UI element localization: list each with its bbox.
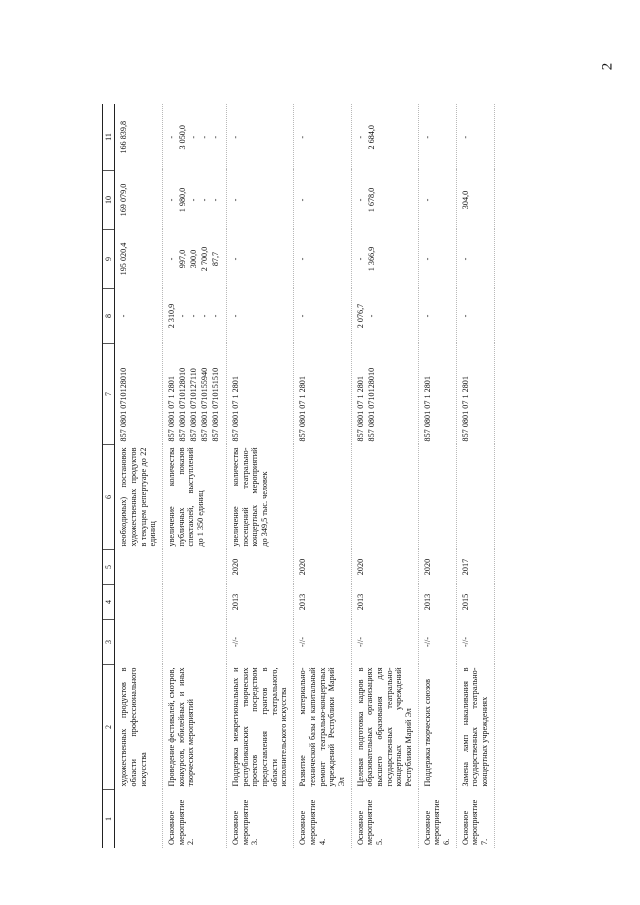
- cell-c4: 2013: [418, 585, 456, 620]
- cell-line: -: [200, 314, 210, 318]
- cell-line: -: [189, 135, 199, 139]
- cell-c5: [115, 550, 163, 585]
- cell-c1: Основное мероприятие 6.: [418, 790, 456, 849]
- cell-line: 1 366,9: [366, 246, 376, 272]
- cell-c1: Основное мероприятие 2.: [163, 790, 227, 849]
- column-header: 5: [103, 550, 115, 585]
- table-row: [115, 104, 163, 848]
- cell-line: 857 0801 07 1 2801: [167, 376, 177, 442]
- cell-c4: [115, 585, 163, 620]
- cell-line: 304,0: [460, 190, 470, 210]
- cell-line: -: [200, 198, 210, 202]
- cell-line: -: [366, 314, 376, 318]
- cell-line: 857 0801 07 1 2801: [355, 376, 365, 442]
- column-header: 8: [103, 289, 115, 344]
- cell-line: 2 076,7: [355, 303, 365, 329]
- cell-c9: [163, 230, 227, 289]
- cell-line: 2 700,0: [200, 246, 210, 272]
- cell-line: -: [211, 198, 221, 202]
- cell-c11: [294, 104, 351, 171]
- cell-c6: [418, 445, 456, 550]
- cell-c3: -//-: [418, 620, 456, 665]
- cell-c5: 2020: [418, 550, 456, 585]
- cell-line: -: [422, 314, 432, 318]
- cell-line: -: [167, 257, 177, 261]
- column-header: 9: [103, 230, 115, 289]
- cell-c2: Поддержка творческих союзов: [418, 665, 456, 790]
- cell-line: -: [460, 257, 470, 261]
- cell-line: -: [231, 135, 241, 139]
- cell-line: 857 0801 0710128010: [178, 367, 188, 442]
- cell-c11: [456, 104, 494, 171]
- cell-line: 857 0801 0710128010: [119, 367, 129, 442]
- table-row: [456, 104, 494, 848]
- cell-line: 87,7: [211, 251, 221, 267]
- cell-c6: [294, 445, 351, 550]
- cell-c6: [115, 445, 163, 550]
- column-header: 7: [103, 344, 115, 445]
- table-row: [351, 104, 418, 848]
- cell-c4: 2013: [294, 585, 351, 620]
- cell-c8: [227, 289, 294, 344]
- cell-line: -: [200, 135, 210, 139]
- cell-line: 857 0801 0710151510: [211, 367, 221, 442]
- cell-c11: [163, 104, 227, 171]
- cell-c8: [115, 289, 163, 344]
- column-header: 2: [103, 665, 115, 790]
- cell-line: -: [460, 314, 470, 318]
- cell-line: -: [460, 135, 470, 139]
- cell-c4: [163, 585, 227, 620]
- cell-c3: -//-: [294, 620, 351, 665]
- cell-c7: [227, 344, 294, 445]
- cell-c3: [163, 620, 227, 665]
- cell-line: -: [189, 198, 199, 202]
- cell-c3: -//-: [456, 620, 494, 665]
- cell-c5: 2020: [351, 550, 418, 585]
- cell-line: 857 0801 0710127110: [189, 368, 199, 442]
- cell-c6: [351, 445, 418, 550]
- cell-c2: Поддержка межрегиональных и республиканских творческих проектов посредством предоставления грантов в области театрального, исполнительского искусства: [227, 665, 294, 790]
- cell-c8: [294, 289, 351, 344]
- cell-c4: 2013: [351, 585, 418, 620]
- cell-line: 169 079,0: [119, 183, 129, 217]
- table-row: [163, 104, 227, 848]
- cell-c1: Основное мероприятие 7.: [456, 790, 494, 849]
- cell-line: увеличение количества посещений театрально-концертных мероприятий до 349,5 тыс. человек: [231, 447, 270, 547]
- cell-c3: -//-: [227, 620, 294, 665]
- cell-line: -: [355, 198, 365, 202]
- column-header: 4: [103, 585, 115, 620]
- cell-c7: [115, 344, 163, 445]
- cell-c10: [294, 171, 351, 230]
- cell-line: -: [211, 314, 221, 318]
- cell-line: -: [298, 198, 308, 202]
- cell-c9: [115, 230, 163, 289]
- cell-c10: [115, 171, 163, 230]
- table-body: [115, 104, 494, 848]
- cell-c8: [163, 289, 227, 344]
- cell-c9: [351, 230, 418, 289]
- cell-c9: [227, 230, 294, 289]
- cell-c2: Замена ламп накаливания в государственных театрально-концертных учреждениях: [456, 665, 494, 790]
- table-row: [418, 104, 456, 848]
- cell-line: 997,0: [178, 249, 188, 269]
- cell-c5: 2020: [294, 550, 351, 585]
- table-row: [294, 104, 351, 848]
- cell-line: -: [167, 135, 177, 139]
- cell-c1: Основное мероприятие 3.: [227, 790, 294, 849]
- cell-c11: [115, 104, 163, 171]
- cell-c11: [418, 104, 456, 171]
- column-header: 3: [103, 620, 115, 665]
- cell-line: -: [355, 257, 365, 261]
- cell-line: 1 980,0: [178, 187, 188, 213]
- cell-line: 300,0: [189, 249, 199, 269]
- cell-line: 195 020,4: [119, 242, 129, 276]
- cell-line: 857 0801 07 1 2801: [460, 376, 470, 442]
- cell-c10: [163, 171, 227, 230]
- cell-c7: [418, 344, 456, 445]
- cell-line: -: [119, 314, 129, 318]
- cell-line: -: [422, 135, 432, 139]
- cell-c1: [115, 790, 163, 849]
- program-measures-table: [102, 104, 495, 848]
- cell-c10: [418, 171, 456, 230]
- cell-c10: [227, 171, 294, 230]
- cell-c10: [456, 171, 494, 230]
- column-header: 11: [103, 104, 115, 171]
- cell-c5: [163, 550, 227, 585]
- cell-line: увеличение количества публичных показов спектаклей, выступлений до 1 350 единиц: [167, 447, 206, 547]
- cell-line: -: [355, 135, 365, 139]
- cell-line: 857 0801 07 1 2801: [231, 376, 241, 442]
- cell-line: -: [231, 198, 241, 202]
- cell-c3: -//-: [351, 620, 418, 665]
- cell-c7: [163, 344, 227, 445]
- cell-line: -: [422, 257, 432, 261]
- cell-line: -: [211, 135, 221, 139]
- cell-c2: художественных продуктов в области профессионального искусства: [115, 665, 163, 790]
- cell-line: -: [178, 314, 188, 318]
- cell-line: -: [298, 135, 308, 139]
- cell-c9: [294, 230, 351, 289]
- cell-line: 1 678,0: [366, 187, 376, 213]
- cell-c2: Развитие материально-технической базы и капитальный ремонт театрально-концертных учреждений Республики Марий Эл: [294, 665, 351, 790]
- cell-line: 857 0801 07 1 2801: [298, 376, 308, 442]
- rotated-table-container: [102, 108, 580, 848]
- cell-c7: [351, 344, 418, 445]
- cell-line: -: [231, 314, 241, 318]
- cell-c8: [351, 289, 418, 344]
- cell-c9: [418, 230, 456, 289]
- column-header: 6: [103, 445, 115, 550]
- page-number: 2: [599, 62, 616, 71]
- cell-c2: Проведение фестивалей, смотров, конкурсов, юбилейных и иных творческих мероприятий: [163, 665, 227, 790]
- cell-c10: [351, 171, 418, 230]
- cell-c11: [351, 104, 418, 171]
- table-row: [227, 104, 294, 848]
- cell-line: необходимых) постановок художественных продуктов в текущем репертуаре до 22 единиц: [119, 447, 158, 547]
- cell-c6: [163, 445, 227, 550]
- cell-c3: [115, 620, 163, 665]
- cell-line: 3 050,0: [178, 124, 188, 150]
- cell-c6: [227, 445, 294, 550]
- cell-c1: Основное мероприятие 5.: [351, 790, 418, 849]
- cell-c8: [418, 289, 456, 344]
- cell-line: 857 0801 07 1 2801: [422, 376, 432, 442]
- cell-c7: [294, 344, 351, 445]
- cell-line: 2 310,9: [167, 303, 177, 329]
- cell-c5: 2017: [456, 550, 494, 585]
- cell-c7: [456, 344, 494, 445]
- cell-c9: [456, 230, 494, 289]
- cell-line: -: [298, 257, 308, 261]
- column-header: 1: [103, 790, 115, 849]
- cell-line: -: [422, 198, 432, 202]
- cell-c8: [456, 289, 494, 344]
- cell-line: -: [167, 198, 177, 202]
- column-header: 10: [103, 171, 115, 230]
- cell-line: 2 684,0: [366, 124, 376, 150]
- cell-line: 166 839,8: [119, 120, 129, 154]
- column-number-row: [103, 104, 115, 848]
- cell-c11: [227, 104, 294, 171]
- cell-c2: Целевая подготовка кадров в образовательных организациях высшего образования для государственных театрально-концертных учреждений Республики Марий Эл: [351, 665, 418, 790]
- cell-c4: 2013: [227, 585, 294, 620]
- cell-line: 857 0801 0710128010: [366, 367, 376, 442]
- cell-c5: 2020: [227, 550, 294, 585]
- cell-line: -: [231, 257, 241, 261]
- cell-c6: [456, 445, 494, 550]
- cell-line: 857 0801 0710155940: [200, 367, 210, 442]
- cell-line: -: [298, 314, 308, 318]
- cell-line: -: [189, 314, 199, 318]
- cell-c1: Основное мероприятие 4.: [294, 790, 351, 849]
- cell-c4: 2015: [456, 585, 494, 620]
